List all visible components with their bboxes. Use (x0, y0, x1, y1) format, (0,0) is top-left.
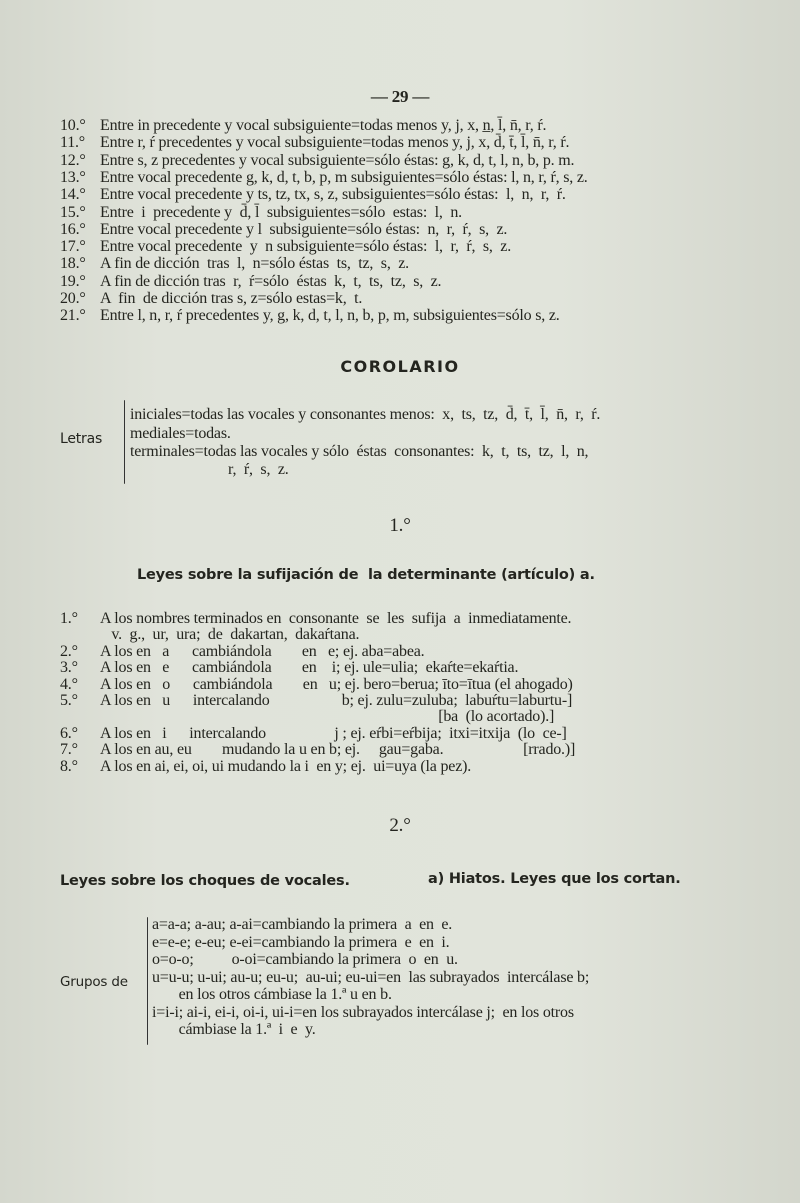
rule-number: 8.° (60, 757, 78, 775)
rule-line (60, 643, 424, 660)
rule-number: 4.° (60, 675, 78, 693)
letras-mediales: mediales=todas. (130, 425, 231, 442)
rule-text: A los en i intercalando j ; ej. eŕbi=eŕbija; itxi=itxija (lo ce-] (100, 724, 567, 742)
rule-line (60, 255, 409, 272)
rule-number: 19.° (60, 272, 86, 290)
rule-line (60, 610, 571, 627)
corolario-title: COROLARIO (340, 357, 460, 376)
rule-number: 18.° (60, 255, 86, 273)
rule-text: Entre r, ŕ precedentes y vocal subsiguiente=todas menos y, j, x, d̄, t̄, l̄, n̄, r, ŕ. (100, 134, 570, 152)
rule-text: A los en a cambiándola en e; ej. aba=abea. (100, 642, 425, 660)
rule-line (60, 725, 567, 742)
rule-text: Entre s, z precedentes y vocal subsiguiente=sólo éstas: g, k, d, t, l, n, b, p. m. (100, 151, 575, 169)
page-number: — 29 — (370, 87, 430, 106)
rule-number: 11.° (60, 134, 86, 152)
letras-terminales-cont: r, ŕ, s, z. (228, 461, 289, 478)
letras-label: Letras (60, 431, 103, 447)
grupo-line: a=a-a; a-au; a-ai=cambiando la primera a en e. (152, 916, 453, 933)
section-1-label: 1.° (389, 515, 411, 536)
rule-line (60, 692, 572, 709)
rule-text: A los en au, eu mudando la u en b; ej. gau=gaba. [rrado.)] (100, 741, 576, 759)
rule-text: v. g., ur, ura; de dakartan, dakaŕtana. (100, 626, 360, 644)
rule-number: 6.° (60, 724, 78, 742)
rule-number: 2.° (60, 642, 78, 660)
rule-text: [ba (lo acortado).] (100, 708, 555, 726)
rule-text: A fin de dicción tras r, ŕ=sólo éstas k, t, ts, tz, s, z. (100, 272, 442, 290)
grupo-line: cámbiase la 1.ª i e y. (152, 1021, 316, 1038)
rule-text: A los en ai, ei, oi, ui mudando la i en y; ej. ui=uya (la pez). (100, 757, 472, 775)
rule-line (60, 169, 588, 186)
rule-line (60, 741, 575, 758)
rule-text: Entre vocal precedente y l subsiguiente=sólo éstas: n, r, ŕ, s, z. (100, 220, 508, 238)
rule-line (60, 626, 359, 643)
rule-line (60, 117, 546, 134)
rule-line (60, 659, 518, 676)
brace-letras (124, 400, 125, 484)
rule-line (60, 221, 507, 238)
rule-text: A los en e cambiándola en i; ej. ule=ulia; ekaŕte=ekaŕtia. (100, 659, 519, 677)
rule-line (60, 204, 462, 221)
letras-terminales: terminales=todas las vocales y sólo éstas consonantes: k, t, ts, tz, l, n, (130, 443, 589, 460)
brace-grupos (147, 917, 148, 1045)
grupo-line: i=i-i; ai-i, ei-i, oi-i, ui-i=en los subrayados intercálase j; en los otros (152, 1003, 574, 1021)
rule-number: 16.° (60, 220, 86, 238)
rule-line (60, 290, 362, 307)
grupo-line: u=u-u; u-ui; au-u; eu-u; au-ui; eu-ui=en las subrayados intercálase b; (152, 968, 590, 986)
rule-number: 20.° (60, 290, 86, 307)
rule-number: 12.° (60, 151, 86, 169)
grupo-line: en los otros cámbiase la 1.ª u en b. (152, 986, 392, 1003)
rule-number: 7.° (60, 741, 78, 759)
rule-text: Entre vocal precedente y ts, tz, tx, s, z, subsiguientes=sólo éstas: l, n, r, ŕ. (100, 186, 566, 204)
rule-number: 5.° (60, 692, 78, 709)
rule-text: Entre in precedente y vocal subsiguiente=todas menos y, j, x, n̲, l̄, n̄, r, ŕ. (100, 117, 547, 134)
rule-number: 13.° (60, 168, 86, 186)
rule-number: 1.° (60, 610, 78, 627)
rule-text: Entre i precedente y d̄, l̄ subsiguientes=sólo estas: l, n. (100, 203, 462, 221)
rule-line (60, 273, 441, 290)
rule-line (60, 708, 554, 725)
section-2-label: 2.° (389, 815, 411, 836)
rule-number: 10.° (60, 117, 86, 134)
rule-number: 3.° (60, 659, 78, 677)
grupo-line: e=e-e; e-eu; e-ei=cambiando la primera e en i. (152, 933, 450, 951)
rule-text: A los en u intercalando b; ej. zulu=zuluba; labuŕtu=laburtu-] (100, 692, 573, 709)
letras-iniciales: iniciales=todas las vocales y consonantes menos: x, ts, tz, d̄, t̄, l̄, n̄, r, ŕ. (130, 406, 601, 423)
rule-line (60, 152, 574, 169)
rule-number: 14.° (60, 186, 86, 204)
rule-number: 21.° (60, 307, 86, 325)
section-2-heading-right: a) Hiatos. Leyes que los cortan. (428, 871, 681, 887)
rule-text: A fin de dicción tras s, z=sólo estas=k, t. (100, 290, 363, 307)
rule-text: A los en o cambiándola en u; ej. bero=berua; īto=ītua (el ahogado) (100, 675, 573, 693)
rule-text: A los nombres terminados en consonante se les sufija a inmediatamente. (100, 610, 572, 627)
rule-line (60, 186, 566, 203)
section-2-heading-left: Leyes sobre los choques de vocales. (60, 873, 350, 889)
rule-line (60, 676, 573, 693)
rule-line (60, 758, 471, 775)
rule-number: 17.° (60, 238, 86, 256)
rule-text: Entre vocal precedente y n subsiguiente=sólo éstas: l, r, ŕ, s, z. (100, 238, 512, 256)
rule-line (60, 307, 560, 324)
rule-text: A fin de dicción tras l, n=sólo éstas ts, tz, s, z. (100, 255, 409, 273)
section-1-heading: Leyes sobre la sufijación de la determinante (artículo) a. (137, 567, 595, 583)
rule-line (60, 238, 511, 255)
rule-text: Entre l, n, r, ŕ precedentes y, g, k, d, t, l, n, b, p, m, subsiguientes=sólo s, z. (100, 307, 560, 325)
rule-text: Entre vocal precedente g, k, d, t, b, p, m subsiguientes=sólo éstas: l, n, r, ŕ, s, z. (100, 168, 588, 186)
grupos-label: Grupos de (60, 974, 128, 990)
rule-number: 15.° (60, 203, 86, 221)
grupo-line: o=o-o; o-oi=cambiando la primera o en u. (152, 951, 458, 968)
rule-line (60, 134, 569, 151)
